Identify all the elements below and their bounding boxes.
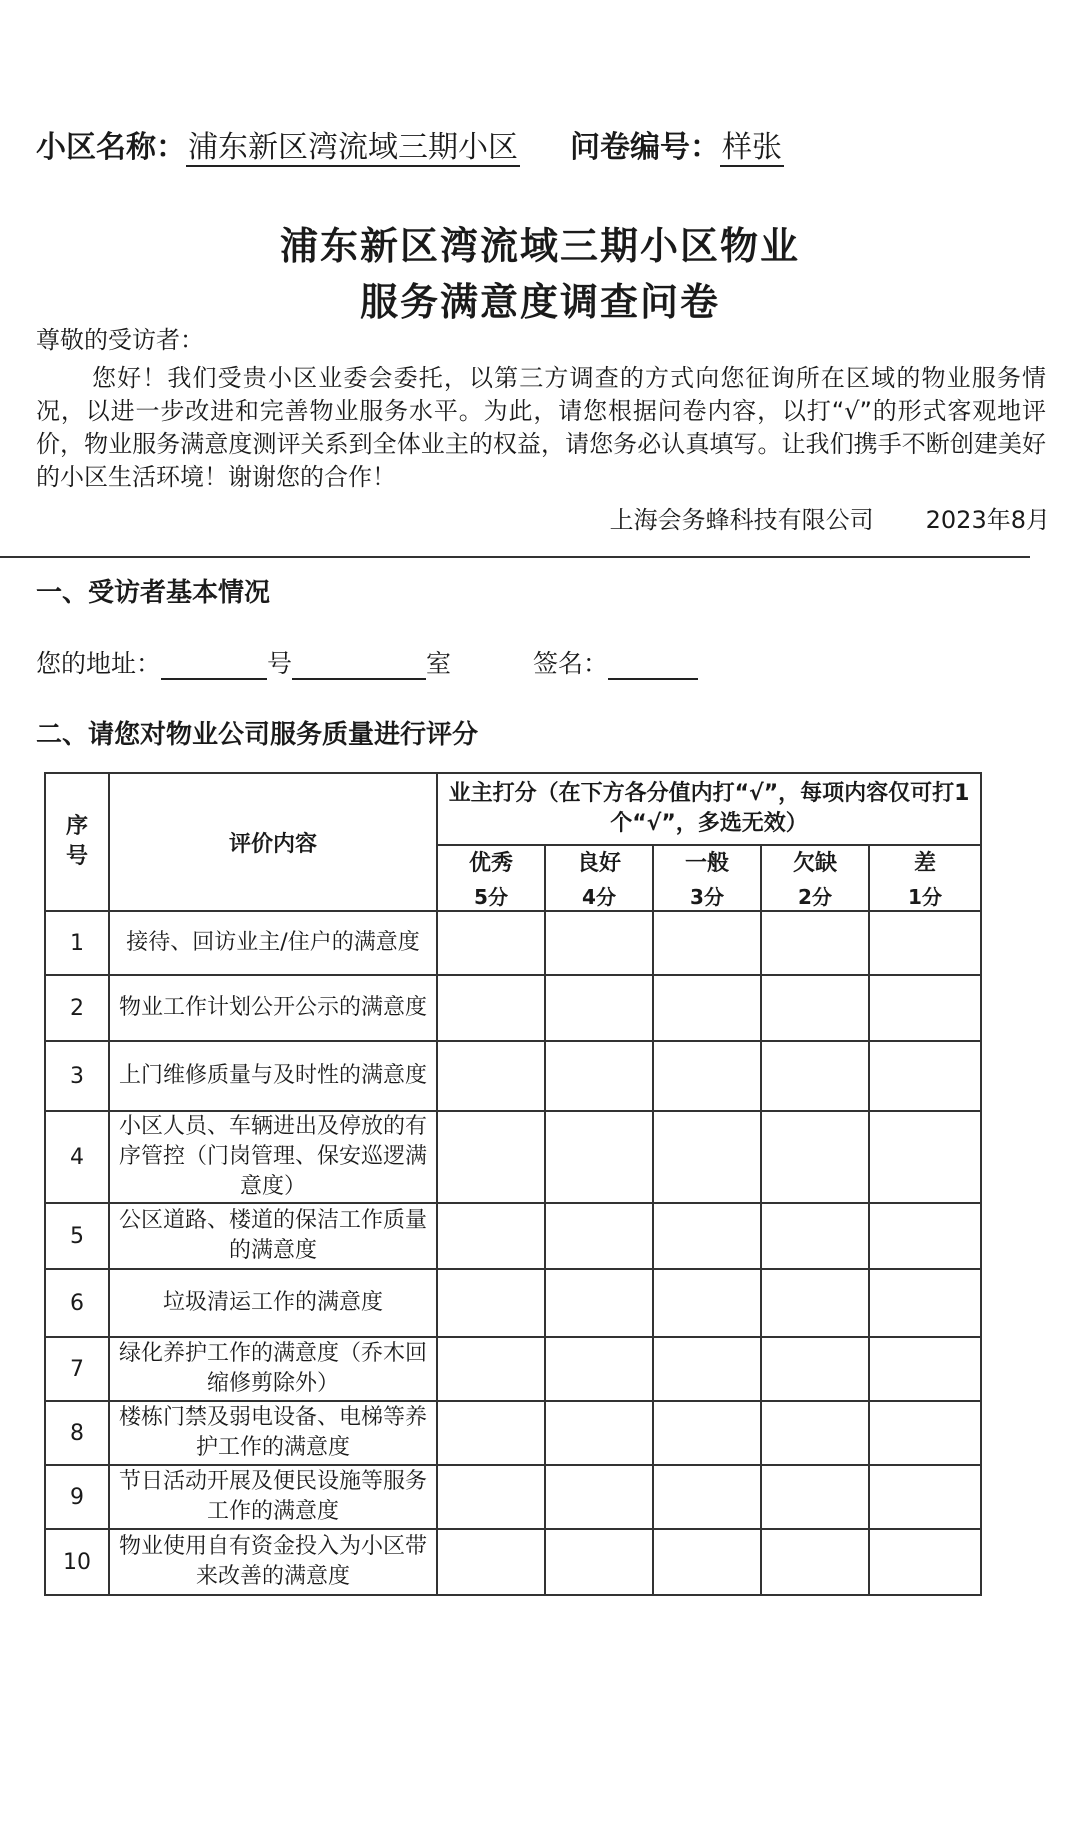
rating-cell-1-points[interactable] [869, 975, 981, 1041]
signature-date: 2023年8月 [925, 506, 1050, 534]
rating-table [44, 772, 982, 1596]
level-score: 5分 [474, 885, 508, 909]
row-number: 2 [45, 975, 109, 1041]
row-number: 3 [45, 1041, 109, 1111]
table-row [45, 1337, 981, 1401]
row-number: 5 [45, 1203, 109, 1269]
rating-cell-4-points[interactable] [545, 975, 653, 1041]
rating-cell-2-points[interactable] [761, 975, 869, 1041]
rating-cell-4-points[interactable] [545, 1269, 653, 1337]
row-item-text: 垃圾清运工作的满意度 [109, 1269, 437, 1337]
rating-cell-1-points[interactable] [869, 1269, 981, 1337]
section1-title: 一、受访者基本情况 [36, 578, 271, 608]
table-row [45, 1269, 981, 1337]
rating-cell-1-points[interactable] [869, 1337, 981, 1401]
questionnaire-number-label: 问卷编号： [570, 130, 720, 165]
row-number: 1 [45, 911, 109, 975]
section2-title: 二、请您对物业公司服务质量进行评分 [36, 720, 479, 750]
rating-cell-1-points[interactable] [869, 1111, 981, 1203]
row-item-text: 节日活动开展及便民设施等服务工作的满意度 [109, 1465, 437, 1529]
page-title-line2: 服务满意度调查问卷 [359, 280, 720, 324]
rating-cell-1-points[interactable] [869, 1465, 981, 1529]
rating-cell-2-points[interactable] [761, 1111, 869, 1203]
rating-cell-2-points[interactable] [761, 1041, 869, 1111]
rating-cell-4-points[interactable] [545, 1337, 653, 1401]
questionnaire-number-value: 样张 [722, 130, 782, 165]
table-row [45, 1041, 981, 1111]
table-row [45, 1529, 981, 1595]
row-item-text: 物业使用自有资金投入为小区带来改善的满意度 [109, 1529, 437, 1595]
row-number: 7 [45, 1337, 109, 1401]
rating-cell-3-points[interactable] [653, 1041, 761, 1111]
row-item-text: 公区道路、楼道的保洁工作质量的满意度 [109, 1203, 437, 1269]
salutation: 尊敬的受访者： [36, 326, 204, 354]
page-title-line1: 浦东新区湾流域三期小区物业 [279, 224, 800, 268]
intro-paragraph: 您好！我们受贵小区业委会委托，以第三方调查的方式向您征询所在区域的物业服务情况，以进一步改进和完善物业服务水平。为此，请您根据问卷内容，以打“√”的形式客观地评价，物业服务满意度测评关系到全体业主的权益，请您务必认真填写。让我们携手不断创建美好的小区生活环境！谢谢您的合作！ [36, 364, 1046, 491]
rating-cell-4-points[interactable] [545, 1529, 653, 1595]
rating-cell-5-points[interactable] [437, 1203, 545, 1269]
row-item-text: 绿化养护工作的满意度（乔木回缩修剪除外） [109, 1337, 437, 1401]
table-row [45, 1111, 981, 1203]
row-item-text: 楼栋门禁及弱电设备、电梯等养护工作的满意度 [109, 1401, 437, 1465]
rating-cell-3-points[interactable] [653, 1465, 761, 1529]
level-score: 2分 [798, 885, 832, 909]
level-name: 一般 [684, 851, 729, 876]
level-name: 优秀 [468, 851, 513, 876]
rating-cell-3-points[interactable] [653, 1401, 761, 1465]
rating-cell-5-points[interactable] [437, 911, 545, 975]
community-value: 浦东新区湾流域三期小区 [188, 130, 518, 165]
level-header-1 [437, 845, 545, 911]
rating-cell-5-points[interactable] [437, 1401, 545, 1465]
rating-cell-5-points[interactable] [437, 1111, 545, 1203]
rating-cell-5-points[interactable] [437, 1337, 545, 1401]
rating-cell-4-points[interactable] [545, 1111, 653, 1203]
row-number: 9 [45, 1465, 109, 1529]
level-score: 1分 [908, 885, 942, 909]
rating-cell-4-points[interactable] [545, 911, 653, 975]
rating-cell-2-points[interactable] [761, 1529, 869, 1595]
rating-cell-5-points[interactable] [437, 1529, 545, 1595]
rating-rows [45, 911, 981, 1595]
room-suffix: 室 [426, 649, 452, 678]
rating-cell-2-points[interactable] [761, 1269, 869, 1337]
rating-cell-3-points[interactable] [653, 1529, 761, 1595]
signature-org: 上海会务蜂科技有限公司 [609, 506, 874, 534]
rating-cell-3-points[interactable] [653, 1337, 761, 1401]
row-item-text: 物业工作计划公开公示的满意度 [109, 975, 437, 1041]
row-number: 6 [45, 1269, 109, 1337]
building-number-field[interactable] [161, 654, 267, 680]
row-number: 8 [45, 1401, 109, 1465]
rating-cell-2-points[interactable] [761, 1465, 869, 1529]
row-item-text: 接待、回访业主/住户的满意度 [109, 911, 437, 975]
rating-cell-2-points[interactable] [761, 1337, 869, 1401]
community-label: 小区名称： [36, 130, 186, 165]
row-number: 10 [45, 1529, 109, 1595]
column-header-number: 序号 [45, 773, 109, 911]
number-suffix: 号 [267, 649, 293, 678]
rating-cell-5-points[interactable] [437, 1269, 545, 1337]
rating-cell-3-points[interactable] [653, 1203, 761, 1269]
level-header-2 [545, 845, 653, 911]
table-row [45, 911, 981, 975]
rating-cell-4-points[interactable] [545, 1203, 653, 1269]
row-item-text: 小区人员、车辆进出及停放的有序管控（门岗管理、保安巡逻满意度） [109, 1111, 437, 1203]
level-name: 欠缺 [792, 851, 837, 876]
table-row [45, 1465, 981, 1529]
row-number: 4 [45, 1111, 109, 1203]
room-number-field[interactable] [292, 654, 426, 680]
table-row [45, 1203, 981, 1269]
divider [0, 556, 1030, 558]
rating-cell-3-points[interactable] [653, 975, 761, 1041]
rating-cell-5-points[interactable] [437, 1465, 545, 1529]
rating-cell-4-points[interactable] [545, 1041, 653, 1111]
address-label: 您的地址： [36, 649, 162, 678]
address-line [36, 644, 698, 680]
level-score: 3分 [690, 885, 724, 909]
column-header-item: 评价内容 [109, 773, 437, 911]
score-header: 业主打分（在下方各分值内打“√”，每项内容仅可打1个“√”，多选无效） [437, 773, 981, 845]
rating-cell-5-points[interactable] [437, 975, 545, 1041]
table-row [45, 975, 981, 1041]
level-header-3 [653, 845, 761, 911]
rating-cell-1-points[interactable] [869, 1529, 981, 1595]
rating-cell-1-points[interactable] [869, 1401, 981, 1465]
rating-cell-4-points[interactable] [545, 1465, 653, 1529]
rating-cell-2-points[interactable] [761, 1203, 869, 1269]
rating-cell-1-points[interactable] [869, 911, 981, 975]
level-header-5 [869, 845, 981, 911]
rating-cell-4-points[interactable] [545, 1401, 653, 1465]
level-score: 4分 [582, 885, 616, 909]
rating-cell-1-points[interactable] [869, 1041, 981, 1111]
signature-line [610, 500, 1050, 535]
table-row [45, 1401, 981, 1465]
rating-cell-3-points[interactable] [653, 1269, 761, 1337]
rating-cell-2-points[interactable] [761, 1401, 869, 1465]
level-name: 差 [914, 851, 937, 876]
level-name: 良好 [576, 851, 621, 876]
signature-field[interactable] [608, 654, 698, 680]
rating-cell-5-points[interactable] [437, 1041, 545, 1111]
level-header-4 [761, 845, 869, 911]
rating-cell-3-points[interactable] [653, 1111, 761, 1203]
rating-cell-2-points[interactable] [761, 911, 869, 975]
row-item-text: 上门维修质量与及时性的满意度 [109, 1041, 437, 1111]
rating-cell-3-points[interactable] [653, 911, 761, 975]
sign-label: 签名： [533, 649, 609, 678]
header-line [36, 122, 784, 166]
rating-cell-1-points[interactable] [869, 1203, 981, 1269]
